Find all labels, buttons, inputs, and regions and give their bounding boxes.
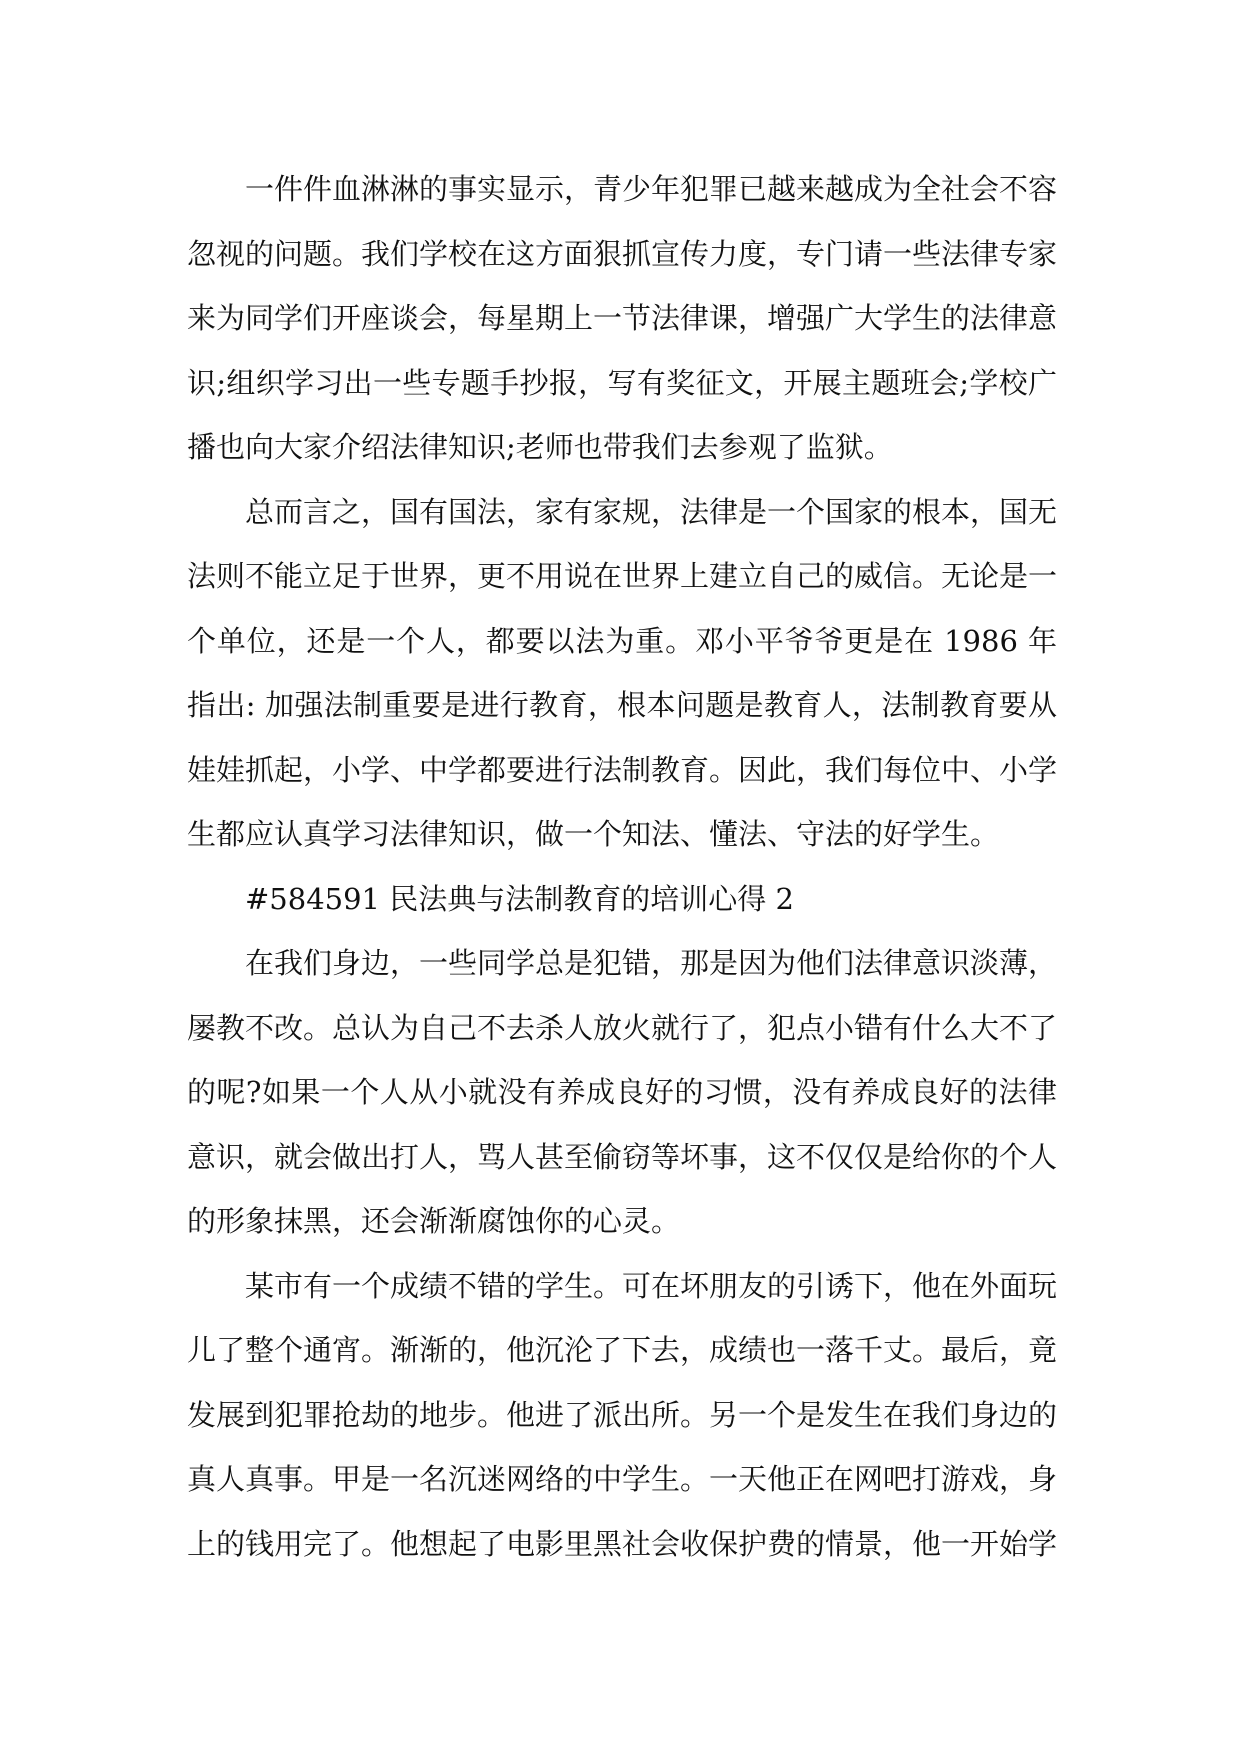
document-body (187, 157, 1057, 1576)
section-heading: #584591 民法典与法制教育的培训心得 2 (245, 881, 794, 916)
paragraph-teen-crime: 一件件血淋淋的事实显示，青少年犯罪已越来越成为全社会不容忽视的问题。我们学校在这方面狠抓宣传力度，专门请一些法律专家来为同学们开座谈会，每星期上一节法律课，增强广大学生的法律意识;组织学习出一些专题手抄报，写有奖征文，开展主题班会;学校广播也向大家介绍法律知识;老师也带我们去参观了监狱。 (187, 172, 1058, 464)
paragraph-conclusion: 总而言之，国有国法，家有家规，法律是一个国家的根本，国无法则不能立足于世界，更不用说在世界上建立自己的威信。无论是一个单位，还是一个人，都要以法为重。邓小平爷爷更是在 1986 年指出: 加强法制重要是进行教育，根本问题是教育人，法制教育要从娃娃抓起，小学、中学都要进行法制教育。因此，我们每位中、小学生都应认真学习法律知识，做一个知法、懂法、守法的好学生。 (187, 494, 1058, 851)
paragraph-student-story: 某市有一个成绩不错的学生。可在坏朋友的引诱下，他在外面玩儿了整个通宵。渐渐的，他沉沦了下去，成绩也一落千丈。最后，竟发展到犯罪抢劫的地步。他进了派出所。另一个是发生在我们身边的真人真事。甲是一名沉迷网络的中学生。一天他正在网吧打游戏，身上的钱用完了。他想起了电影里黑社会收保护费的情景，他一开始学 (187, 1268, 1058, 1561)
paragraph-legal-awareness: 在我们身边，一些同学总是犯错，那是因为他们法律意识淡薄，屡教不改。总认为自己不去杀人放火就行了，犯点小错有什么大不了的呢?如果一个人从小就没有养成良好的习惯，没有养成良好的法律意识，就会做出打人，骂人甚至偷窃等坏事，这不仅仅是给你的个人的形象抹黑，还会渐渐腐蚀你的心灵。 (187, 946, 1058, 1238)
